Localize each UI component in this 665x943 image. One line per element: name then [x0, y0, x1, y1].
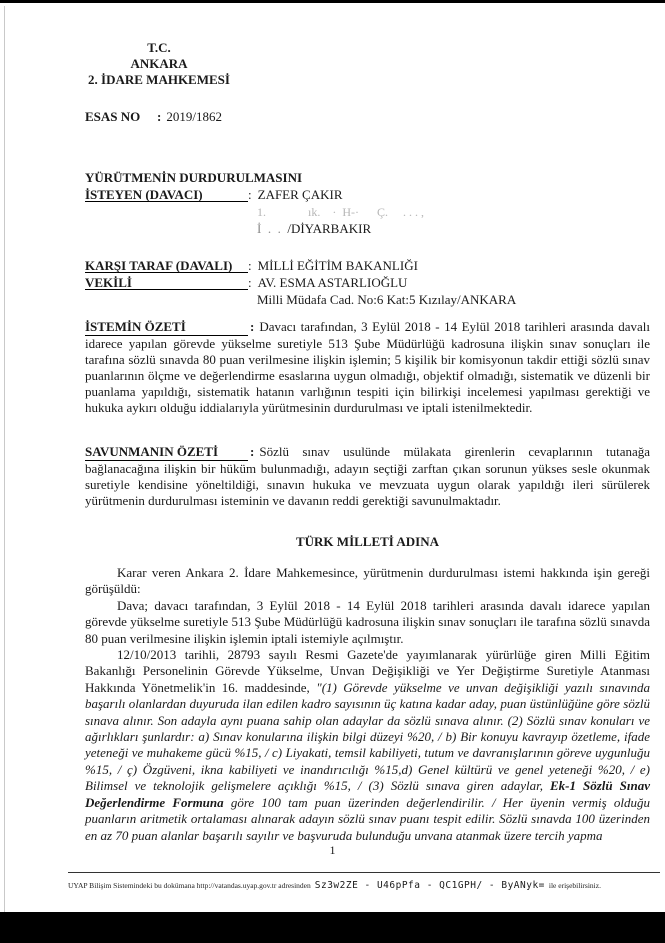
redacted-district-fragment: İ . . [257, 221, 288, 236]
attorney-address: Milli Müdafa Cad. No:6 Kat:5 Kızılay/ANKARA [257, 292, 517, 307]
redacted-address-fragments: 1. ık. · H-· Ç. . . . , [257, 205, 424, 219]
claim-summary-paragraph [85, 319, 650, 416]
uyap-verification-code: Sz3w2ZE - U46pPfa - QC1GPH/ - ByANyk= [314, 880, 545, 891]
attorney-address-row [85, 291, 650, 308]
top-black-border [0, 0, 665, 3]
defendant-separator: : [248, 258, 252, 273]
defense-summary-text: Sözlü sınav usulünde mülakata girenlerin cevaplarının tutanağa bağlanacağına ilişkin bir hüküm bulunmadığı, adayın seçtiği zarftan çıkan sorunun yükses sesle okunmak suretiyle kendisine yöneltildiği, sınavın hukuka ve mevzuata uygun olarak yapıldığı ileri sürülerek yürütmenin durdurulması isteminin ve davanın reddi gerektiği savunulmaktadır. [85, 444, 650, 508]
defense-summary-separator: : [250, 444, 255, 459]
parties-block [85, 169, 650, 308]
claim-summary-label: İSTEMİN ÖZETİ [85, 319, 248, 336]
decision-paragraph-3 [85, 647, 650, 844]
defense-summary-label: SAVUNMANIN ÖZETİ [85, 444, 248, 461]
court-header [75, 40, 243, 88]
attorney-name: AV. ESMA ASTARLIOĞLU [257, 275, 408, 290]
regulation-intro: 12/10/2013 tarihli, 28793 sayılı Resmi Gazete'de yayımlanarak yürürlüğe giren Milli Eğitim Bakanlığı Personelinin Görevde Yükselme, Unvan Değişikliği ve Yer Değiştirme Suretiyle Atanması Hakkında Yönetmelik'in 16. maddesinde, [85, 647, 650, 695]
plaintiff-label: İSTEYEN (DAVACI) [85, 186, 248, 202]
plaintiff-name: ZAFER ÇAKIR [257, 187, 343, 202]
bottom-black-border [0, 912, 665, 943]
defendant-name: MİLLİ EĞİTİM BAKANLIĞI [257, 258, 418, 273]
plaintiff-address-redacted-row [85, 203, 650, 220]
header-country: T.C. [147, 40, 171, 55]
attorney-row [85, 274, 650, 291]
case-number-label: ESAS NO [85, 109, 141, 124]
plaintiff-heading: YÜRÜTMENİN DURDURULMASINI [85, 170, 303, 185]
attorney-label: VEKİLİ [85, 274, 248, 290]
plaintiff-heading-row [85, 169, 650, 186]
plaintiff-row [85, 186, 650, 203]
regulation-quote-part2: göre 100 tam puan üzerinden değerlendirilir. / Her üyenin vermiş olduğu puanların aritmetik ortalaması alınarak adayın sözlü sınav puanı tespit edilir. Sözlü sınavda 100 üzerinden en az 70 puan alanlar başarılı sayılır ve başvuruda bulunduğu unvana atanmak üzere tercih yapma [85, 794, 650, 843]
uyap-footer-prefix: UYAP Bilişim Sistemindeki bu dokümana http://vatandas.uyap.gov.tr adresinden [68, 881, 311, 890]
defendant-label: KARŞI TARAF (DAVALI) [85, 257, 248, 273]
decision-paragraph-1: Karar veren Ankara 2. İdare Mahkemesince, yürütmenin durdurulması istemi hakkında işin gereği görüşüldü: [85, 565, 650, 597]
header-court: 2. İDARE MAHKEMESİ [88, 72, 230, 87]
uyap-footer-suffix: ile erişebilirsiniz. [548, 881, 601, 890]
case-number-value: 2019/1862 [166, 109, 222, 124]
defense-summary-paragraph [85, 444, 650, 509]
claim-summary-separator: : [250, 319, 255, 334]
regulation-quote-part1: "(1) Görevde yükselme ve unvan değişikliği yazılı sınavında başarılı olanlardan duyuruda ilan edilen kadro sayısının üç katına kadar aday, puan üstünlüğüne göre sözlü sınava alınır. Son adayla aynı puana sahip olan adaylar da sözlü sınava alınır. (2) Sözlü sınav konuları ve ağırlıkları şunlardır: a) Sınav konularına ilişkin bilgi düzeyi %20, / b) Bir konuyu kavrayıp özetleme, ifade yeteneği ve muhakeme gücü %15, / c) Liyakati, temsil kabiliyeti, tutum ve davranışlarının göreve uygunluğu %15, / ç) Özgüveni, ikna kabiliyeti ve inandırıcılığı %15,d) Genel kültürü ve genel yeteneği %20, / e) Bilimsel ve teknolojik gelişmelere açıklığı %15, / (3) Sözlü sınava giren adaylar, [85, 679, 651, 794]
plaintiff-address-row [85, 220, 650, 237]
uyap-footer [68, 872, 660, 893]
case-number-separator: : [157, 109, 162, 124]
claim-summary-text: Davacı tarafından, 3 Eylül 2018 - 14 Eylül 2018 tarihleri arasında davalı idarece yapılan görevde yükselme suretiyle 513 Şube Müdürlüğü kadrosuna ilişkin sınav sonuçları ile tarafına sözlü sınavda 80 puan verilmesine ilişkin işlemin; 5 kişilik bir komisyonun takdir ettiği sözlü sınav puanlarının ölçme ve değerlendirme esaslarına uygun olmadığı, objektif olmadığı, sistematik ve düzenli bir puanlama yapıldığı, sistematik hatanın varlığının tespiti için bilirkişi incelemesi yapılması gerektiği ve hukuka aykırı olduğu iddialarıyla yürütmesinin durdurulması ve iptali istenilmektedir. [85, 319, 650, 415]
plaintiff-province: /DİYARBAKIR [287, 221, 372, 236]
page-left-edge-line [4, 6, 5, 915]
document-page [0, 3, 665, 912]
header-city: ANKARA [130, 56, 188, 71]
decision-paragraph-2: Dava; davacı tarafından, 3 Eylül 2018 - 14 Eylül 2018 tarihleri arasında davalı idarece yapılan görevde yükselme suretiyle 513 Şube Müdürlüğü kadrosuna ilişkin sınav sonuçları ile tarafına sözlü sınavda 80 puan verilmesine ilişkin işlemin iptali istemiyle açılmıştır. [85, 597, 650, 646]
decision-body [85, 565, 650, 844]
plaintiff-separator: : [248, 187, 252, 202]
page-number: 1 [329, 843, 336, 857]
regulation-quote-bold: Ek-1 Sözlü Sınav Değerlendirme Formuna [85, 778, 650, 810]
defendant-row [85, 257, 650, 274]
attorney-separator: : [248, 275, 252, 290]
ruling-heading: TÜRK MİLLETİ ADINA [295, 534, 440, 549]
case-number-row [85, 109, 222, 125]
